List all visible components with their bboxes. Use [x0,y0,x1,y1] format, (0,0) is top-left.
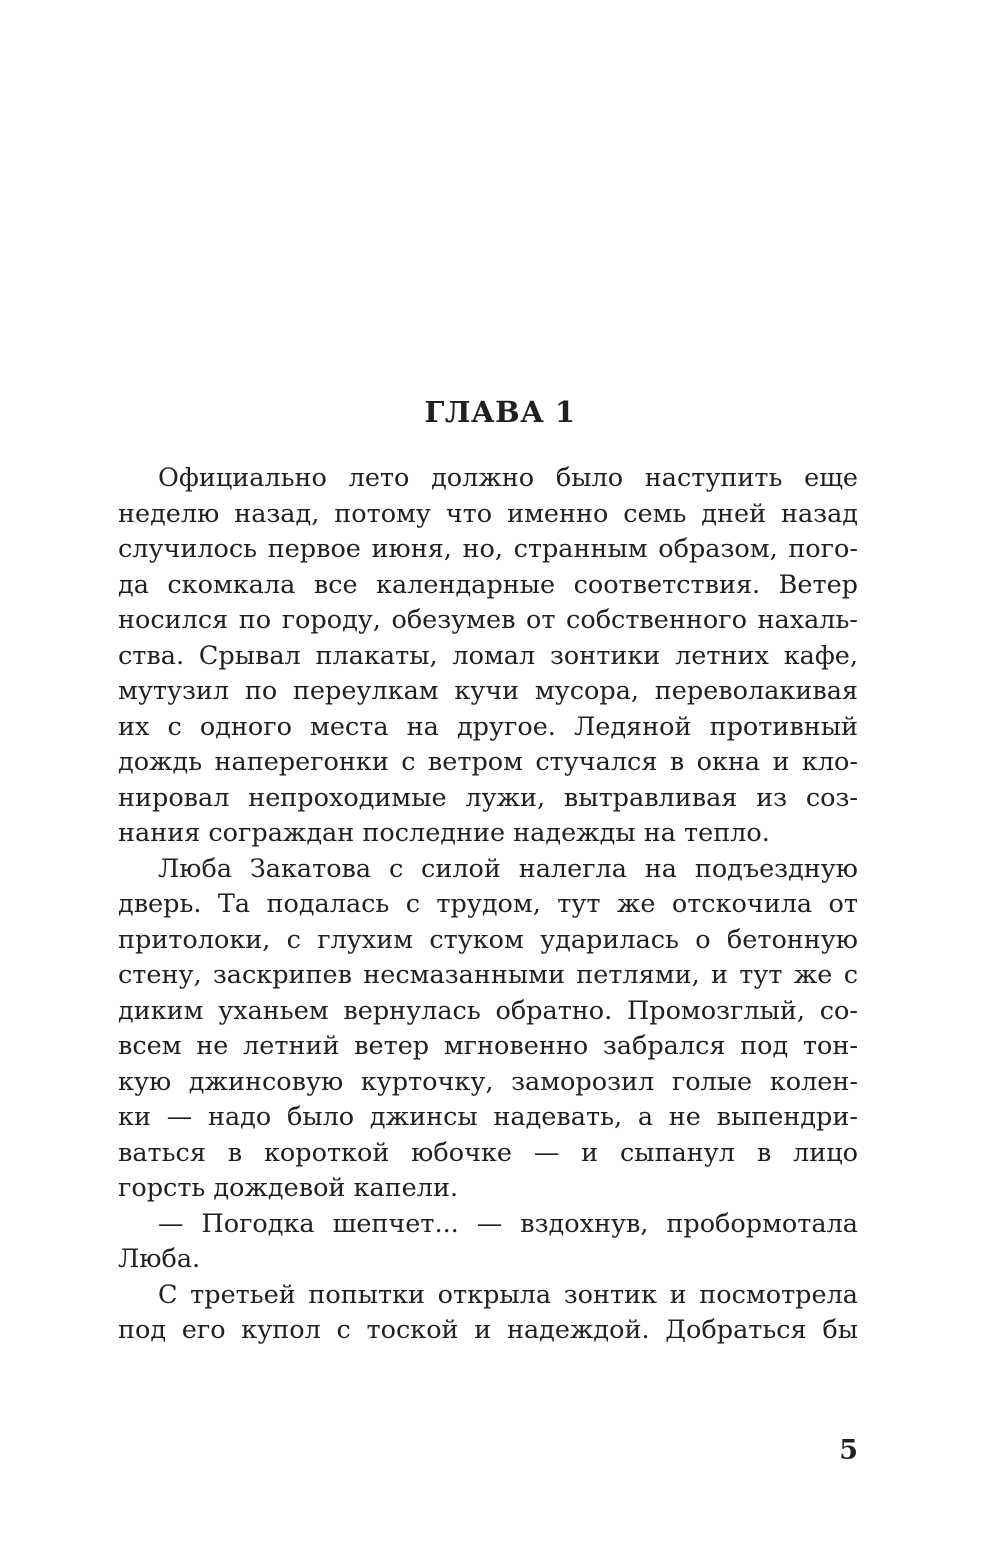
text-line: мутузил по переулкам кучи мусора, переволакивая [118,676,858,706]
text-line: нировал непроходимые лужи, вытравливая из соз- [118,782,858,813]
text-line: диким уханьем вернулась обратно. Промозглый, со- [118,995,858,1026]
chapter-title: ГЛАВА 1 [424,395,576,429]
text-line: носился по городу, обезумев от собственного нахаль- [118,605,858,635]
text-line: случилось первое июня, но, странным образом, пого- [118,534,858,564]
paragraph [118,1278,858,1349]
text-line: дверь. Та подалась с трудом, тут же отскочила от [118,889,858,919]
paragraph [118,852,858,1207]
text-line: Люба Закатова с силой налегла на подъездную [158,853,858,884]
text-line: кую джинсовую курточку, заморозил голые колен- [118,1066,858,1097]
body-text [118,461,858,1349]
page-number: 5 [839,1435,858,1466]
text-line: всем не летний ветер мгновенно забрался под тон- [118,1031,858,1061]
text-line: ки — надо было джинсы надевать, а не выпендри- [118,1102,858,1132]
text-line: С третьей попытки открыла зонтик и посмотрела [158,1279,858,1310]
text-line: ства. Срывал плакаты, ломал зонтики летних кафе, [118,640,858,671]
text-line: — Погодка шепчет... — вздохнув, пробормотала [158,1208,858,1239]
text-line: горсть дождевой капели. [118,1173,459,1203]
text-line: Официально лето должно было наступить еще [158,463,858,493]
text-line: притолоки, с глухим стуком ударилась о бетонную [118,924,858,955]
paragraph [118,1207,858,1278]
paragraph [118,461,858,852]
text-line: неделю назад, потому что именно семь дней назад [118,498,858,529]
text-line: стену, заскрипев несмазанными петлями, и тут же с [118,960,858,990]
text-line: их с одного места на другое. Ледяной противный [118,711,858,742]
text-line: дождь наперегонки с ветром стучался в окна и кло- [118,747,858,777]
text-line: ваться в короткой юбочке — и сыпанул в лицо [118,1137,858,1168]
text-line: под его купол с тоской и надеждой. Добраться бы [118,1315,858,1345]
text-line: нания сограждан последние надежды на тепло. [118,818,770,848]
text-line: Люба. [118,1244,201,1274]
text-line: да скомкала все календарные соответствия. Ветер [118,569,858,600]
